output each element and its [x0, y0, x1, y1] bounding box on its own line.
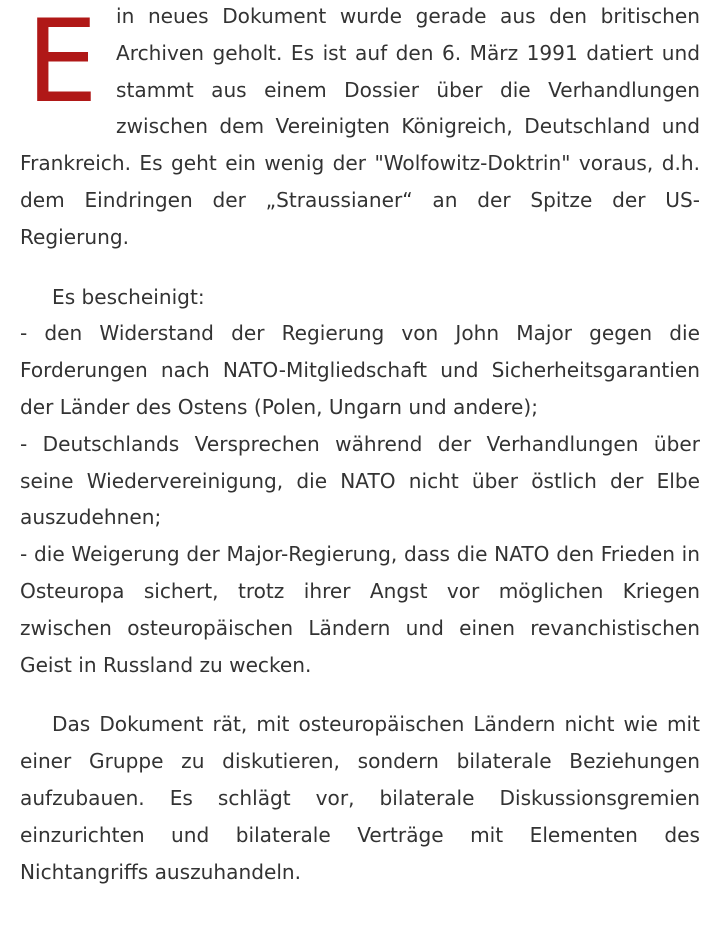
advice-paragraph: Das Dokument rät, mit osteuropäischen Ländern nicht wie mit einer Gruppe zu diskutieren, sondern bilaterale Beziehungen aufzubauen. Es schlägt vor, bilaterale Diskussionsgremien einzurichten und bilaterale Verträge mit Elementen des Nichtangriffs auszuhandeln.	[20, 712, 700, 884]
paragraph-spacer	[20, 256, 700, 279]
certifies-lead: Es bescheinigt:	[52, 284, 205, 309]
paragraph-spacer	[20, 683, 700, 706]
list-item: - die Weigerung der Major-Regierung, dass die NATO den Frieden in Osteuropa sichert, trotz ihrer Angst vor möglichen Kriegen zwischen osteuropäischen Ländern und einen revanchistischen Geist in Russland zu wecken.	[20, 542, 700, 677]
drop-cap-letter: E	[26, 0, 99, 128]
list-item: - den Widerstand der Regierung von John Major gegen die Forderungen nach NATO-Mitgliedschaft und Sicherheitsgarantien der Länder des Ostens (Polen, Ungarn und andere);	[20, 321, 700, 419]
intro-paragraph	[20, 0, 700, 256]
article-body	[20, 0, 700, 890]
list-item: - Deutschlands Versprechen während der Verhandlungen über seine Wiedervereinigung, die NATO nicht über östlich der Elbe auszudehnen;	[20, 431, 700, 530]
intro-text: in neues Dokument wurde gerade aus den britischen Archiven geholt. Es ist auf den 6. März 1991 datiert und stammt aus einem Dossier über die Verhandlungen zwischen dem Vereinigten Königreich, Deutschland und Frankreich. Es geht ein wenig der "Wolfowitz-Doktrin" voraus, d.h. dem Eindringen der „Straussianer“ an der Spitze der US-Regierung.	[20, 4, 700, 249]
